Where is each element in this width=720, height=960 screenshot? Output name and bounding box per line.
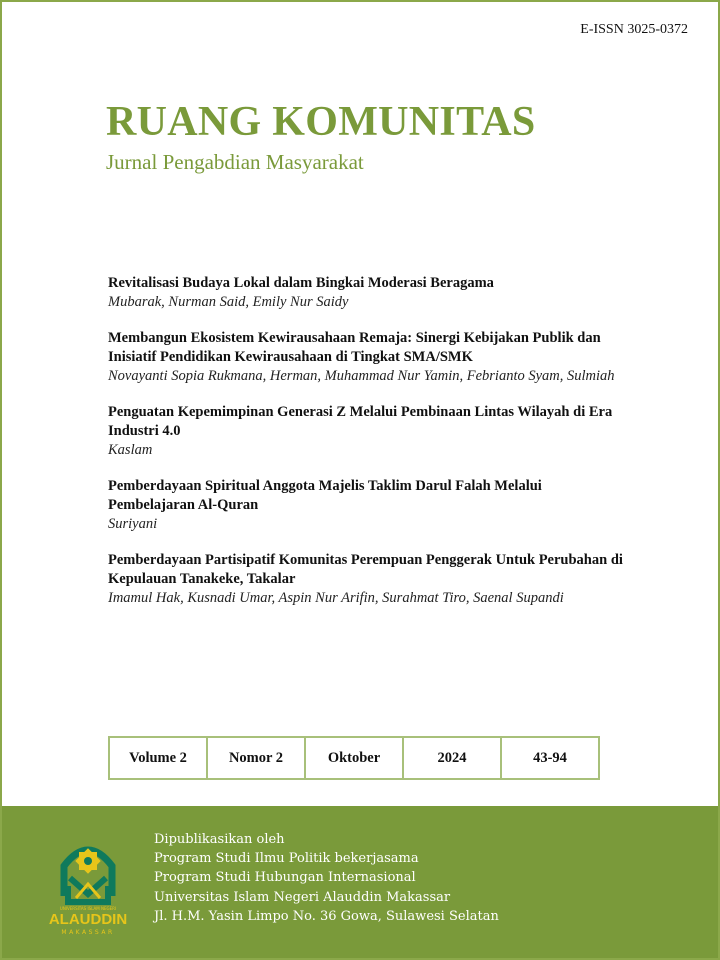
alauddin-logo <box>42 828 134 940</box>
article-item[interactable] <box>108 551 628 608</box>
article-title: Penguatan Kepemimpinan Generasi Z Melalui Pembinaan Lintas Wilayah di Era Industri 4.0 <box>108 404 613 439</box>
publisher-footer <box>2 806 718 958</box>
publisher-info <box>154 830 499 926</box>
issue-year: 2024 <box>403 737 501 779</box>
issue-volume: Volume 2 <box>129 749 187 766</box>
journal-title: RUANG KOMUNITAS <box>106 99 536 145</box>
issue-number: Nomor 2 <box>207 737 305 779</box>
logo-subname: MAKASSAR <box>61 929 115 936</box>
article-authors: Imamul Hak, Kusnadi Umar, Aspin Nur Arifin, Surahmat Tiro, Saenal Supandi <box>108 590 564 606</box>
article-item[interactable] <box>108 274 628 312</box>
journal-subtitle: Jurnal Pengabdian Masyarakat <box>106 150 364 174</box>
issue-info-table <box>108 736 600 780</box>
logo-star-center <box>84 857 92 865</box>
issn-label: E-ISSN 3025-0372 <box>580 22 688 37</box>
article-title: Revitalisasi Budaya Lokal dalam Bingkai Moderasi Beragama <box>108 275 494 291</box>
article-authors: Novayanti Sopia Rukmana, Herman, Muhammad Nur Yamin, Febrianto Syam, Sulmiah <box>108 368 615 384</box>
article-title: Pemberdayaan Spiritual Anggota Majelis Taklim Darul Falah Melalui Pembelajaran Al-Quran <box>108 478 542 513</box>
article-item[interactable] <box>108 329 628 386</box>
article-title: Pemberdayaan Partisipatif Komunitas Perempuan Penggerak Untuk Perubahan di Kepulauan Tanakeke, Takalar <box>108 552 623 587</box>
article-authors: Suriyani <box>108 516 158 532</box>
logo-small-text: UNIVERSITAS ISLAM NEGERI <box>59 906 117 911</box>
publisher-line: Program Studi Hubungan Internasional <box>154 870 416 886</box>
article-list <box>108 274 628 625</box>
publisher-line: Program Studi Ilmu Politik bekerjasama <box>154 851 419 867</box>
publisher-line: Universitas Islam Negeri Alauddin Makassar <box>154 889 451 905</box>
logo-wordmark: ALAUDDIN <box>48 911 128 928</box>
article-item[interactable] <box>108 403 628 460</box>
issue-month: Oktober <box>305 737 403 779</box>
article-authors: Kaslam <box>108 442 153 458</box>
issue-info-row <box>109 737 599 779</box>
article-authors: Mubarak, Nurman Said, Emily Nur Saidy <box>108 294 349 310</box>
article-title: Membangun Ekosistem Kewirausahaan Remaja: Sinergi Kebijakan Publik dan Inisiatif Pendidikan Kewirausahaan di Tingkat SMA/SMK <box>108 330 601 365</box>
publisher-line: Dipublikasikan oleh <box>154 832 285 847</box>
publisher-address: Jl. H.M. Yasin Limpo No. 36 Gowa, Sulawesi Selatan <box>154 908 499 924</box>
article-item[interactable] <box>108 477 628 534</box>
issue-pages: 43-94 <box>501 737 599 779</box>
